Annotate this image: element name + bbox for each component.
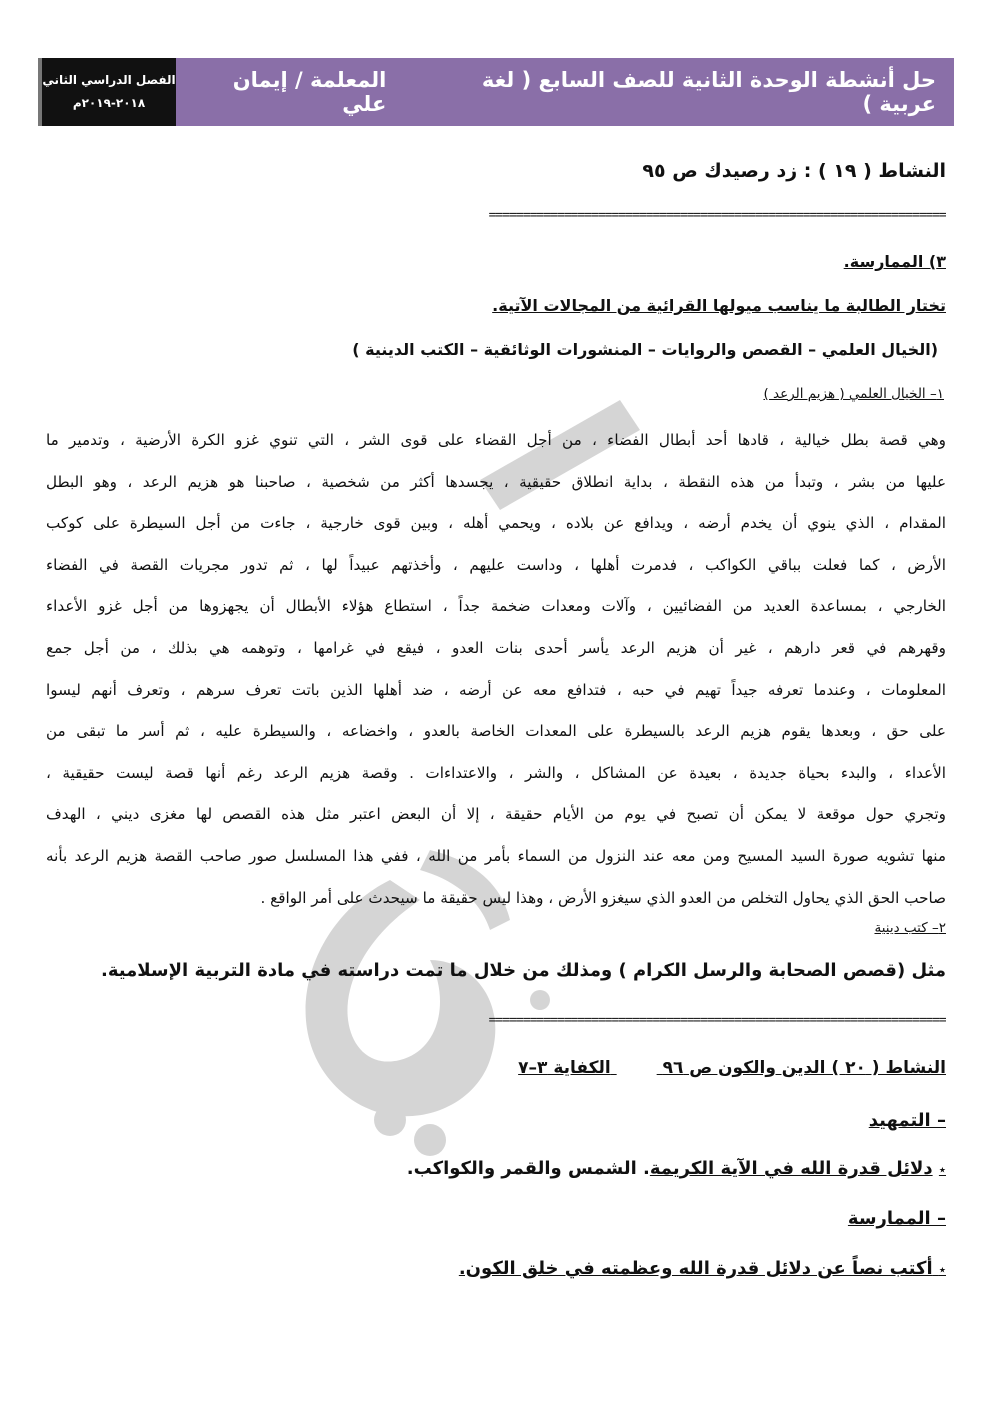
religious-books-answer: مثل (قصص الصحابة والرسل الكرام ) ومذلك من خلال ما تمت دراسته في مادة التربية الإسلامية. (100, 960, 946, 981)
activity-19-heading: النشاط ( ١٩ ) : زد رصيدك ص ٩٥ (642, 160, 946, 182)
paragraph-line: وتجري حول موقعة لا يمكن أن تصبح في يوم من الأيام حقيقة ، إلا أن البعض اعتبر مثل هذه القصص لها مغزى ديني ، الهدف (46, 805, 946, 824)
paragraph-line: على حق ، وبعدها يقوم هزيم الرعد بالسيطرة على المعدات الخاصة بالعدو ، واخضاعه ، والسيطرة عليه ، ثم أسر ما تبقى من (46, 722, 946, 741)
subheading-religious-books: ٢– كتب دينية (874, 920, 946, 936)
fields-list: (الخيال العلمي – القصص والروايات – المنشورات الوثائقية – الكتب الدينية ) (352, 340, 938, 359)
bullet-star-icon: ٭ (938, 1263, 946, 1278)
header-term: الفصل الدراسي الثاني (42, 73, 176, 88)
story-paragraph (46, 420, 946, 919)
activity-20-heading (518, 1058, 946, 1078)
paragraph-line: الخارجي ، بمساعدة العديد من الفضائيين ، وآلات ومعدات ضخمة جداً ، استطاع هؤلاء الأبطال أن يجهزوها من أجل غزو الأعداء (46, 597, 946, 616)
header-year: ٢٠١٨-٢٠١٩م (72, 96, 146, 110)
intro-text-part2: . الشمس والقمر والكواكب. (406, 1158, 650, 1179)
intro-text-part1: دلائل قدرة الله في الآية الكريمة (649, 1158, 933, 1179)
paragraph-line: الأعداء ، والبدء بحياة جديدة ، بعيدة عن المشاكل ، والشر ، والاعتداءات . وقصة هزيم الرعد رغم أنها قصة ليست حقيقية ، (46, 763, 946, 782)
header-banner (176, 58, 954, 126)
paragraph-line: عليها من بشر ، وتبدأ من هذه النقطة ، بداية انطلاق حقيقية ، يجسدها أكثر من شخصية ، صاحبنا هو هزيم الرعد ، وهو البطل (46, 472, 946, 491)
paragraph-line: المعلومات ، وعندما تعرفه جيداً تهيم في حبه ، فتدافع معه عن أرضه ، ضد أهلها الذين باتت تعرف سرهم ، وتعرف أنهم ليسوا (46, 680, 946, 699)
paragraph-line: صاحب الحق الذي يحاول التخلص من العدو الذي سيغزو الأرض ، وهذا ليس حقيقة ما سيحدث على أمر الواقع . (260, 888, 946, 907)
practice-heading: ٣) الممارسة. (843, 252, 946, 271)
page-header (38, 58, 954, 126)
header-teacher: المعلمة / إيمان علي (232, 68, 387, 116)
paragraph-line: المقدام ، الذي ينوي أن يخدم أرضه ، ويدافع عن بلاده ، ويحمي أهله ، وبين قوى خارجية ، جاءت من أجل السيطرة على كوكب (46, 514, 946, 533)
writing-task (459, 1258, 946, 1279)
paragraph-line: وهي قصة بطل خيالية ، قادها أحد أبطال الفضاء ، من أجل القضاء على قوى الشر ، التي تنوي غزو الكرة الأرضية ، وتدمير ما (46, 431, 946, 449)
practice-label: – الممارسة (847, 1208, 946, 1229)
header-term-box (38, 58, 176, 126)
paragraph-line: منها تشويه صورة السيد المسيح ومن معه عند النزول من السماء بأمر من الله ، ففي هذا المسلسل صور صاحب القصة هزيم الرعد بأنه (46, 846, 946, 865)
competency-label: الكفاية ٣–٧ (518, 1058, 611, 1078)
separator: =================================================================== (488, 208, 946, 223)
bullet-star-icon: ٭ (938, 1163, 946, 1178)
intro-label: – التمهيد (868, 1110, 946, 1131)
paragraph-line: الأرض ، كما فعلت بباقي الكواكب ، فدمرت أهلها ، وداست عليهم ، وأخذتهم عبيداً لها ، ثم تدور مجريات القصة في الفضاء (46, 555, 946, 574)
intro-text (407, 1158, 946, 1179)
paragraph-line: وقهرهم في قعر دارهم ، غير أن هزيم الرعد يأسر أحدى بنات العدو ، فيقع في غرامها ، وتوهمه هي بذلك ، من أجل جمع (46, 638, 946, 657)
task-instruction: تختار الطالبة ما يناسب ميولها القرائية من المجالات الآتية. (492, 296, 946, 315)
separator: =================================================================== (488, 1013, 946, 1028)
subheading-science-fiction: ١– الخيال العلمي ( هزيم الرعد ) (763, 386, 944, 402)
header-title: حل أنشطة الوحدة الثانية للصف السابع ( لغة عربية ) (481, 68, 936, 116)
activity-20-title: النشاط ( ٢٠ ) الدين والكون ص ٩٦ (662, 1058, 946, 1078)
writing-task-text: أكتب نصاً عن دلائل قدرة الله وعظمته في خلق الكون. (458, 1258, 933, 1279)
